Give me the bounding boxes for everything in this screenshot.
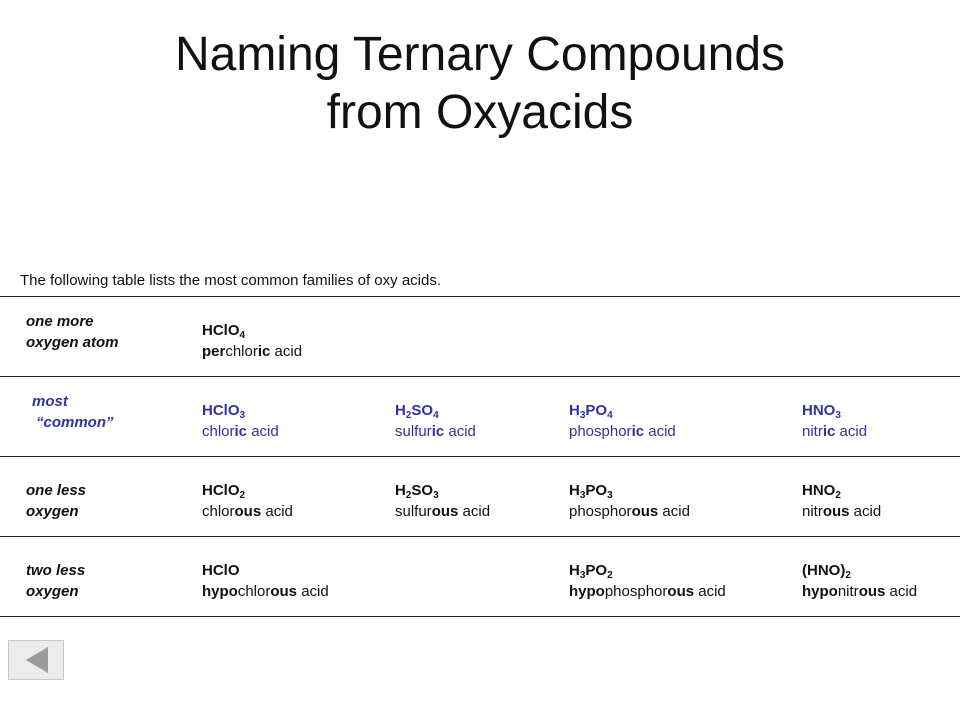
acid-formula: HClO bbox=[202, 562, 240, 579]
acid-name: perchloric acid bbox=[202, 343, 303, 360]
acid-cell-nitrous bbox=[802, 480, 881, 522]
acid-formula: HClO$_3$ bbox=[202, 402, 246, 421]
row-label-line: “common” bbox=[36, 414, 114, 431]
row-label-line: one more bbox=[26, 313, 94, 330]
acid-name: phosphoric acid bbox=[569, 423, 676, 440]
back-button[interactable] bbox=[8, 640, 64, 680]
acid-cell-hyponitrous bbox=[802, 560, 917, 602]
acid-cell-chloric bbox=[202, 400, 279, 442]
acid-cell-sulfurous bbox=[395, 480, 490, 522]
acid-cell-hypophosphorous bbox=[569, 560, 726, 602]
acid-name: sulfurous acid bbox=[395, 503, 491, 520]
intro-text: The following table lists the most common families of oxy acids. bbox=[20, 272, 442, 289]
row-label-line: two less bbox=[26, 562, 86, 579]
acid-cell-perchloric bbox=[202, 320, 302, 362]
acid-formula: HClO$_2$ bbox=[202, 482, 246, 501]
acid-cell-nitric bbox=[802, 400, 867, 442]
acid-formula: $H_3PO_2$ bbox=[569, 562, 613, 581]
acid-name: nitrous acid bbox=[802, 503, 882, 520]
acid-name: phosphorous acid bbox=[569, 503, 690, 520]
acid-formula: $HNO_2$ bbox=[802, 482, 841, 501]
row-label-line: most bbox=[32, 393, 68, 410]
acid-formula: $(HNO)_2$ bbox=[802, 562, 851, 581]
table-rule bbox=[0, 536, 960, 537]
row-label-line: one less bbox=[26, 482, 87, 499]
row-label-most-common bbox=[32, 391, 182, 433]
triangle-left-icon bbox=[9, 641, 63, 679]
acid-cell-phosphorous bbox=[569, 480, 690, 522]
acid-name: sulfuric acid bbox=[395, 423, 476, 440]
row-label-two-less bbox=[26, 560, 176, 602]
acid-formula: $H_3PO_4$ bbox=[569, 402, 613, 421]
title-line-2: from Oxyacids bbox=[326, 86, 634, 139]
acid-formula: $H_3PO_3$ bbox=[569, 482, 613, 501]
row-label-one-less bbox=[26, 480, 176, 522]
acid-formula: $H_2SO_4$ bbox=[395, 402, 439, 421]
table-rule bbox=[0, 296, 960, 297]
acid-name: hypochlorous acid bbox=[202, 583, 329, 600]
acid-name: hypophosphorous acid bbox=[569, 583, 726, 600]
acid-name: nitric acid bbox=[802, 423, 868, 440]
acid-name: chlorous acid bbox=[202, 503, 293, 520]
acid-cell-hypochlorous bbox=[202, 560, 329, 602]
row-label-line: oxygen bbox=[26, 503, 79, 520]
row-label-one-more bbox=[26, 311, 176, 353]
acid-cell-sulfuric bbox=[395, 400, 476, 442]
acid-name: hyponitrous acid bbox=[802, 583, 918, 600]
table-rule bbox=[0, 456, 960, 457]
table-rule bbox=[0, 616, 960, 617]
table-rule bbox=[0, 376, 960, 377]
row-label-line: oxygen atom bbox=[26, 334, 119, 351]
acid-cell-chlorous bbox=[202, 480, 293, 522]
acid-name: chloric acid bbox=[202, 423, 279, 440]
acid-formula: $H_2SO_3$ bbox=[395, 482, 439, 501]
slide-title bbox=[0, 26, 960, 142]
acid-formula: $HNO_3$ bbox=[802, 402, 841, 421]
title-line-1: Naming Ternary Compounds bbox=[174, 28, 786, 81]
acid-cell-phosphoric bbox=[569, 400, 676, 442]
acid-formula: HClO$_4$ bbox=[202, 322, 246, 341]
row-label-line: oxygen bbox=[26, 583, 79, 600]
